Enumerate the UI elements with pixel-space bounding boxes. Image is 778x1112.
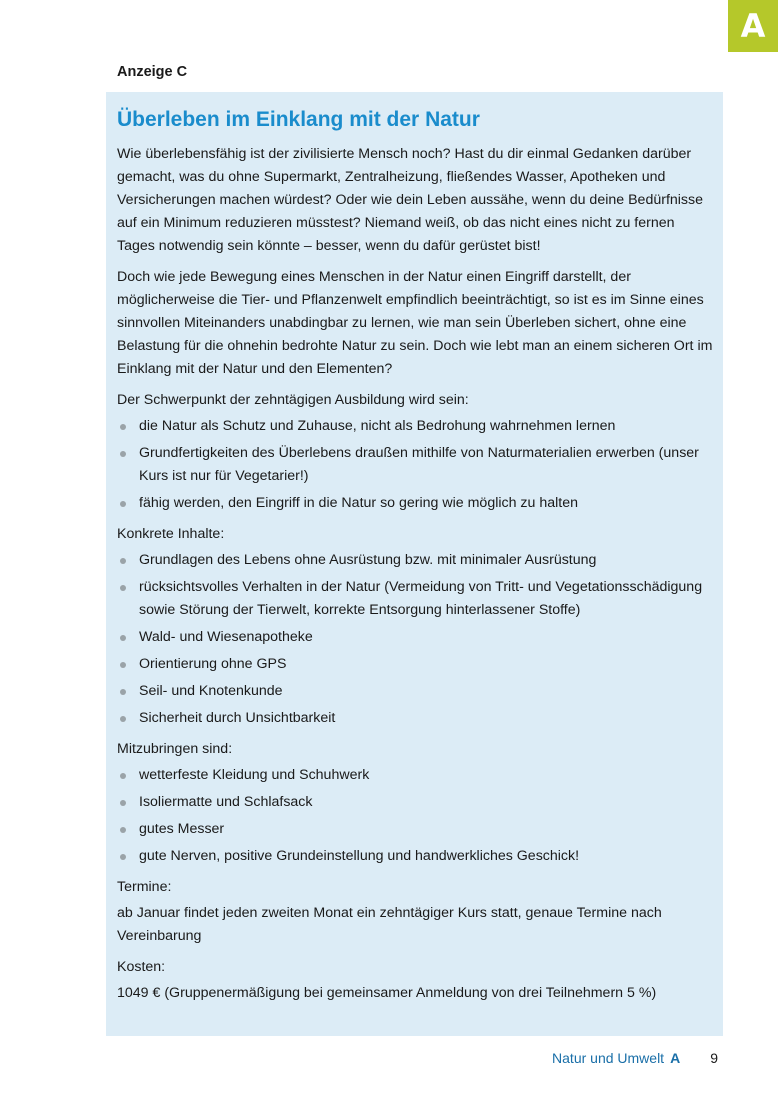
costs-heading: Kosten: [117, 959, 166, 975]
footer-section-letter: A [670, 1050, 681, 1066]
contents-heading: Konkrete Inhalte: [117, 526, 225, 542]
footer-section: Natur und Umwelt [552, 1050, 665, 1066]
bring-heading: Mitzubringen sind: [117, 741, 233, 757]
list-item: Wald- und Wiesenapotheke [117, 626, 715, 649]
list-item: Grundfertigkeiten des Überlebens draußen mithilfe von Naturmaterialien erwerben (unser Kurs ist nur für Vegetarier!) [117, 442, 715, 488]
dates-text: ab Januar findet jeden zweiten Monat ein zehntägiger Kurs statt, genaue Termine nach Vereinbarung [117, 905, 662, 944]
chapter-tab: A [728, 0, 778, 52]
list-item: Sicherheit durch Unsichtbarkeit [117, 707, 715, 730]
focus-heading: Der Schwerpunkt der zehntägigen Ausbildung wird sein: [117, 392, 469, 408]
costs-text: 1049 € (Gruppenermäßigung bei gemeinsamer Anmeldung von drei Teilnehmern 5 %) [117, 985, 657, 1001]
list-item: fähig werden, den Eingriff in die Natur so gering wie möglich zu halten [117, 492, 715, 515]
contents-list [117, 549, 715, 730]
ad-title: Überleben im Einklang mit der Natur [117, 108, 480, 131]
list-item: rücksichtsvolles Verhalten in der Natur (Vermeidung von Tritt- und Vegetationsschädigung sowie Störung der Tierwelt, korrekte Entsorgung hinterlassener Stoffe) [117, 576, 715, 622]
list-item: die Natur als Schutz und Zuhause, nicht als Bedrohung wahrnehmen lernen [117, 415, 715, 438]
list-item: gutes Messer [117, 818, 715, 841]
list-item: Orientierung ohne GPS [117, 653, 715, 676]
list-item: Grundlagen des Lebens ohne Ausrüstung bzw. mit minimaler Ausrüstung [117, 549, 715, 572]
list-item: Isoliermatte und Schlafsack [117, 791, 715, 814]
ad-box [106, 92, 723, 1036]
list-item: gute Nerven, positive Grundeinstellung und handwerkliches Geschick! [117, 845, 715, 868]
focus-list [117, 415, 715, 515]
page-footer [552, 1050, 718, 1066]
list-item: Seil- und Knotenkunde [117, 680, 715, 703]
dates-heading: Termine: [117, 879, 172, 895]
intro-paragraph-1: Wie überlebensfähig ist der zivilisierte Mensch noch? Hast du dir einmal Gedanken darüber gemacht, was du ohne Supermarkt, Zentralheizung, fließendes Wasser, Apotheken und Versicherungen machen würdest? Oder wie dein Leben aussähe, wenn du deine Bedürfnisse auf ein Minimum reduzieren müsstest? Niemand weiß, ob das nicht eines nicht zu fernen Tages notwendig sein könnte – besser, wenn du dafür gerüstet bist! [117, 146, 704, 254]
intro-paragraph-2: Doch wie jede Bewegung eines Menschen in der Natur einen Eingriff darstellt, der möglicherweise die Tier- und Pflanzenwelt empfindlich beeinträchtigt, so ist es im Sinne eines sinnvollen Miteinanders unabdingbar zu lernen, wie man sein Überleben sichert, ohne eine Belastung für die ohnehin bedrohte Natur zu sein. Doch wie lebt man an einem sicheren Ort im Einklang mit der Natur und den Elementen? [117, 269, 713, 377]
list-item: wetterfeste Kleidung und Schuhwerk [117, 764, 715, 787]
bring-list [117, 764, 715, 868]
page-number: 9 [710, 1050, 718, 1066]
ad-label: Anzeige C [117, 64, 188, 80]
